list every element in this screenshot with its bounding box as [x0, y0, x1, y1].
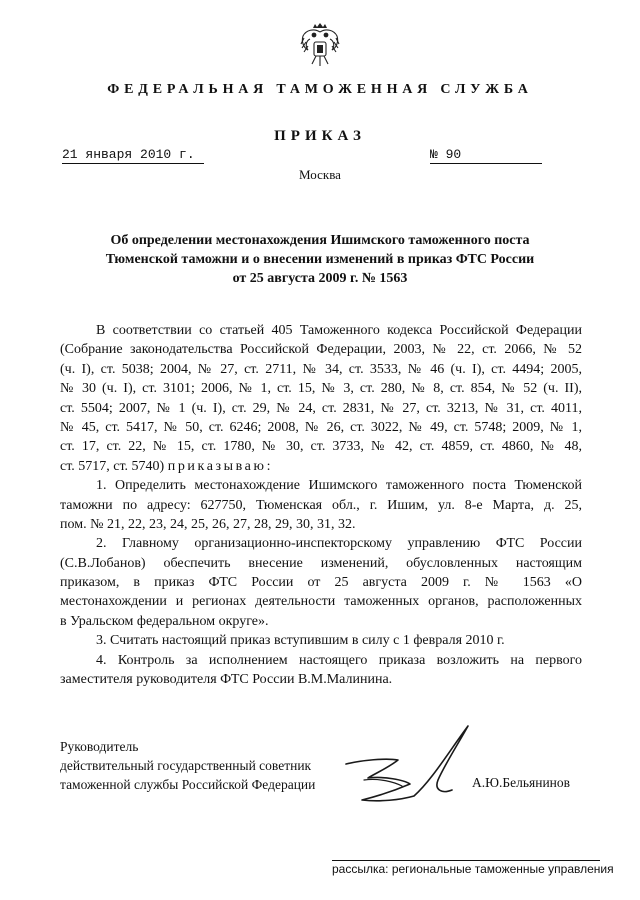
body-line: ст. 5504; 2007, № 1 (ч. I), ст. 29, № 24, ст. 2831, № 27, ст. 3213, № 31, ст. 4011,: [60, 400, 582, 416]
item-4-line: заместителя руководителя ФТС России В.М.Малинина.: [60, 672, 393, 688]
position-line: действительный государственный советник: [60, 758, 312, 773]
position-line: Руководитель: [60, 739, 139, 754]
item-3-line: 3. Считать настоящий приказ вступившим в силу с 1 февраля 2010 г.: [96, 633, 505, 649]
order-verb: приказываю: [167, 458, 267, 474]
body-line: ст. 5717, ст. 5740) приказываю:: [60, 458, 271, 474]
distribution-note: рассылка: региональные таможенные управления: [332, 862, 614, 876]
document-type: ПРИКАЗ: [274, 128, 366, 144]
item-2-line: (С.В.Лобанов) обеспечить внесение изменений, обусловленных настоящим: [60, 555, 582, 571]
body-line: В соответствии со статьей 405 Таможенного кодекса Российской Федерации: [96, 323, 582, 338]
agency-name: ФЕДЕРАЛЬНАЯ ТАМОЖЕННАЯ СЛУЖБА: [107, 82, 533, 97]
item-2-line: 2. Главному организационно-инспекторскому управлению ФТС России: [96, 536, 582, 552]
order-heading: [60, 231, 580, 288]
position-line: таможенной службы Российской Федерации: [60, 777, 316, 792]
body-line: № 45, ст. 5417, № 50, ст. 6246; 2008, № 26, ст. 3022, № 49, ст. 5748; 2009, № 1,: [60, 419, 582, 435]
item-2-line: в Уральском федеральном округе».: [60, 613, 269, 629]
item-1-line: пом. № 21, 22, 23, 24, 25, 26, 27, 28, 29, 30, 31, 32.: [60, 516, 356, 532]
item-4-line: 4. Контроль за исполнением настоящего приказа возложить на первого: [96, 652, 582, 668]
heading-line: Тюменской таможни и о внесении изменений в приказ ФТС России: [105, 252, 535, 267]
item-2-line: местонахождении и регионах деятельности таможенных органов, расположенных: [60, 594, 582, 610]
body-line: (ч. I), ст. 5038; 2004, № 27, ст. 2711, № 34, ст. 3533, № 46 (ч. I), ст. 4494; 2005,: [60, 361, 582, 377]
coat-of-arms-emblem: [298, 22, 342, 72]
signatory-position: [60, 737, 315, 794]
handwritten-signature: [340, 720, 480, 810]
citation-end: ст. 5717, ст. 5740): [60, 458, 165, 474]
item-1-line: таможни по адресу: 627750, Тюменская обл., г. Ишим, ул. 8-е Марта, д. 25,: [60, 497, 582, 513]
body-line: ст. 17, ст. 22, № 15, ст. 1780, № 30, ст. 3733, № 42, ст. 4859, ст. 4860, № 48,: [60, 439, 582, 455]
body-line: (Собрание законодательства Российской Федерации, 2003, № 22, ст. 2066, № 52: [60, 342, 582, 358]
heading-line: Об определении местонахождения Ишимского таможенного поста: [110, 233, 530, 248]
body-line: № 30 (ч. I), ст. 3101; 2006, № 1, ст. 15, № 3, ст. 280, № 8, ст. 854, № 52 (ч. II),: [60, 381, 582, 397]
order-date: 21 января 2010 г.: [62, 147, 204, 164]
distribution-rule: [332, 860, 600, 861]
heading-line: от 25 августа 2009 г. № 1563: [232, 271, 408, 286]
item-2-line: приказом, в приказ ФТС России от 25 августа 2009 г. № 1563 «О: [60, 575, 582, 591]
order-city: Москва: [299, 167, 341, 182]
item-1-line: 1. Определить местонахождение Ишимского таможенного поста Тюменской: [96, 478, 582, 494]
order-body: [60, 321, 582, 689]
signatory-name: А.Ю.Бельянинов: [472, 775, 571, 790]
order-number: № 90: [430, 147, 542, 164]
